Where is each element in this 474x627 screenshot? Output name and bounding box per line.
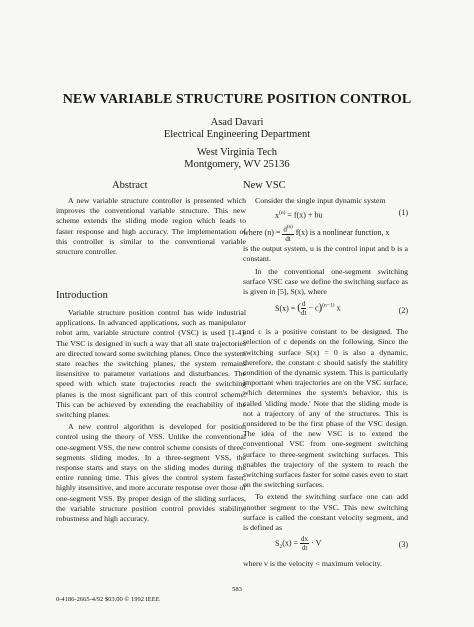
where-frac-den: dt (285, 234, 291, 243)
eq1-number: (1) (398, 208, 408, 218)
extend-paragraph: To extend the switching surface one can add another segment to the VSC. This new switching surface is called the constant velocity segment, and is defined as (243, 492, 408, 533)
output-line: is the output system, u is the control input and b is a constant. (243, 244, 408, 264)
eq3-post: · V (309, 538, 322, 548)
eq3-frac-num: dx (301, 535, 309, 544)
eq3-sub: 2 (279, 544, 283, 551)
where-definition (243, 224, 408, 244)
introduction-heading: Introduction (56, 290, 108, 301)
eq1-lhs: x (275, 210, 279, 220)
where-frac-num: d (283, 225, 287, 234)
author-department: Electrical Engineering Department (163, 129, 311, 140)
eq2-pre: S(x) = (275, 303, 298, 313)
eq1-rhs: = f(x) + bu (285, 210, 323, 220)
where-fraction (282, 224, 293, 242)
introduction-paragraph-2: A new control algorithm is developed for position control using the theory of VSS. Unlike the conventional one-segment VSS, the new control scheme consists of three-segments sliding modes. In a three-segment VSS, the response starts and stays on the sliding modes during the entire running time. This gives the control system faster, highly insensitive, and more accurate response over those of one-segment VSS. By proper design of the sliding surfaces, the variable structure position control provides stability, robustness and high accuracy. (56, 422, 246, 524)
new-vsc-heading: New VSC (243, 180, 286, 191)
velocity-note: where v is the velocity < maximum velocity. (243, 559, 383, 569)
new-vsc-intro: Consider the single input dynamic system (255, 196, 386, 205)
eq2-frac-num: d (301, 300, 306, 309)
eq2-sup: (n−1) (322, 302, 335, 309)
abstract-body (56, 196, 246, 259)
page-number: 583 (232, 586, 242, 593)
eq2-frac-den: dt (300, 309, 307, 318)
where-pre: where (n) = (243, 228, 283, 238)
eq2-number: (2) (398, 306, 408, 316)
author-university: West Virginia Tech (196, 147, 278, 158)
eq2-mid: − c (306, 303, 319, 313)
eq3-fraction (300, 535, 309, 552)
after-eq2-paragraph: and c is a positive constant to be designed. The selection of c depends on the following. Since the switching surface S(x) = 0 is also a dynamic, therefore, the constant c should satisfy the stability condition of the dynamic system. This is particularly important when trajectories are on the VSC surface, which determines the system's behavior, this is called 'sliding mode.' Note that the sliding mode is not a trajectory of any of the structures. This is considered to be the first phase of the VSC design. The idea of the new VSC is to extend the conventional VSC from one-segment switching surface to three-segment switching surfaces. This enables the trajectory of the system to reach the switching surfaces faster for some cases even to start on the switching surfaces. (243, 327, 408, 490)
abstract-heading: Abstract (112, 180, 148, 191)
abstract-text: A new variable structure controller is presented which improves the conventional variable structure. This new scheme extends the sliding mode region which leads to faster response and high accuracy. The implementation of this controller is similar to the conventional variable structure controller. (56, 196, 246, 257)
where-post: f(x) is a nonlinear function, x (293, 228, 390, 238)
switching-paragraph: In the conventional one-segment switching surface VSC case we define the switching surface as is given in [5], S(x), where (243, 266, 408, 297)
equation-1 (243, 208, 408, 222)
eq2-post: x (334, 303, 341, 313)
eq3-frac-den: dt (301, 544, 308, 553)
eq3-number: (3) (398, 540, 408, 550)
eq1-sup: (n) (279, 210, 286, 217)
new-vsc-body (243, 196, 408, 571)
copyright-line: 0-4186-2665-4/92 $03.00 © 1992 IEEE (56, 596, 160, 603)
equation-2: S(x) = ( $\frac{d}{dt}$ − c)$^{(n-1)}$ x (2) (275, 300, 408, 318)
eq3-mid: (x) = (282, 538, 301, 548)
paper-title: NEW VARIABLE STRUCTURE POSITION CONTROL (62, 92, 412, 107)
author-location: Montgomery, WV 25136 (184, 159, 290, 170)
where-frac-num-sup: (n) (286, 225, 293, 231)
author-name: Asad Davari (210, 117, 264, 128)
equation-3 (243, 535, 408, 557)
introduction-paragraph-1: Variable structure position control has wide industrial applications. In advanced applications, such as manipulator robot arm, variable structure control (VSC) is used [1-4]. The VSC is designed in such a way that all state trajectories are directed toward some switching planes. Once the system state reaches the switching planes, the system remains insensitive to parameter variations and disturbances. The speed with which state trajectories reach the switching planes is the most significant part of this control scheme. This can be achieved by extending the reachability of the switching planes. (56, 308, 246, 420)
eq3-pre: S (275, 538, 280, 548)
introduction-body (56, 308, 246, 526)
